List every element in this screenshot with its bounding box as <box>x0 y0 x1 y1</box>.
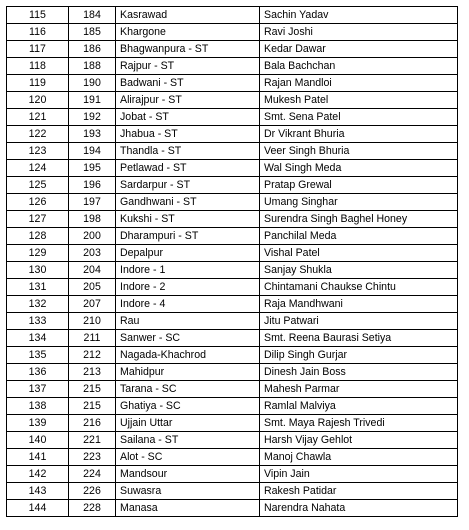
candidate-name-cell: Sachin Yadav <box>260 7 458 24</box>
serial-number-cell: 126 <box>7 194 69 211</box>
serial-number-cell: 139 <box>7 415 69 432</box>
candidate-name-cell: Ramlal Malviya <box>260 398 458 415</box>
table-row <box>7 177 458 194</box>
constituency-number-cell: 192 <box>69 109 116 126</box>
constituency-number-cell: 226 <box>69 483 116 500</box>
constituency-name-cell: Alot - SC <box>116 449 260 466</box>
table-row <box>7 126 458 143</box>
candidate-name-cell: Rakesh Patidar <box>260 483 458 500</box>
serial-number-cell: 117 <box>7 41 69 58</box>
candidate-name-cell: Surendra Singh Baghel Honey <box>260 211 458 228</box>
constituency-name-cell: Gandhwani - ST <box>116 194 260 211</box>
table-row <box>7 92 458 109</box>
constituency-number-cell: 228 <box>69 500 116 517</box>
serial-number-cell: 128 <box>7 228 69 245</box>
constituency-name-cell: Sailana - ST <box>116 432 260 449</box>
constituency-name-cell: Khargone <box>116 24 260 41</box>
candidate-name-cell: Vishal Patel <box>260 245 458 262</box>
table-row <box>7 160 458 177</box>
serial-number-cell: 123 <box>7 143 69 160</box>
serial-number-cell: 120 <box>7 92 69 109</box>
serial-number-cell: 138 <box>7 398 69 415</box>
table-row <box>7 41 458 58</box>
table-row <box>7 347 458 364</box>
candidate-name-cell: Sanjay Shukla <box>260 262 458 279</box>
candidate-name-cell: Vipin Jain <box>260 466 458 483</box>
serial-number-cell: 133 <box>7 313 69 330</box>
candidate-name-cell: Dr Vikrant Bhuria <box>260 126 458 143</box>
candidate-name-cell: Raja Mandhwani <box>260 296 458 313</box>
candidate-name-cell: Mukesh Patel <box>260 92 458 109</box>
constituency-name-cell: Rajpur - ST <box>116 58 260 75</box>
serial-number-cell: 115 <box>7 7 69 24</box>
candidate-name-cell: Wal Singh Meda <box>260 160 458 177</box>
candidate-name-cell: Dinesh Jain Boss <box>260 364 458 381</box>
table-row <box>7 245 458 262</box>
table-row <box>7 211 458 228</box>
serial-number-cell: 116 <box>7 24 69 41</box>
table-row <box>7 279 458 296</box>
table-row <box>7 381 458 398</box>
constituency-number-cell: 203 <box>69 245 116 262</box>
constituency-number-cell: 196 <box>69 177 116 194</box>
constituency-name-cell: Indore - 2 <box>116 279 260 296</box>
constituency-number-cell: 205 <box>69 279 116 296</box>
serial-number-cell: 131 <box>7 279 69 296</box>
table-row <box>7 500 458 517</box>
candidate-name-cell: Rajan Mandloi <box>260 75 458 92</box>
table-row <box>7 415 458 432</box>
candidate-name-cell: Pratap Grewal <box>260 177 458 194</box>
candidate-name-cell: Smt. Sena Patel <box>260 109 458 126</box>
constituency-number-cell: 211 <box>69 330 116 347</box>
constituency-name-cell: Bhagwanpura - ST <box>116 41 260 58</box>
candidate-name-cell: Kedar Dawar <box>260 41 458 58</box>
constituency-number-cell: 191 <box>69 92 116 109</box>
serial-number-cell: 141 <box>7 449 69 466</box>
constituency-number-cell: 213 <box>69 364 116 381</box>
table-row <box>7 483 458 500</box>
serial-number-cell: 137 <box>7 381 69 398</box>
table-row <box>7 58 458 75</box>
table-row <box>7 398 458 415</box>
serial-number-cell: 125 <box>7 177 69 194</box>
constituency-name-cell: Jobat - ST <box>116 109 260 126</box>
table-row <box>7 364 458 381</box>
constituency-number-cell: 195 <box>69 160 116 177</box>
constituency-number-cell: 212 <box>69 347 116 364</box>
constituency-number-cell: 188 <box>69 58 116 75</box>
candidate-name-cell: Narendra Nahata <box>260 500 458 517</box>
constituency-number-cell: 200 <box>69 228 116 245</box>
constituency-name-cell: Indore - 4 <box>116 296 260 313</box>
constituency-name-cell: Depalpur <box>116 245 260 262</box>
constituency-number-cell: 210 <box>69 313 116 330</box>
constituency-name-cell: Badwani - ST <box>116 75 260 92</box>
constituency-name-cell: Alirajpur - ST <box>116 92 260 109</box>
constituency-name-cell: Thandla - ST <box>116 143 260 160</box>
constituency-number-cell: 185 <box>69 24 116 41</box>
constituency-name-cell: Tarana - SC <box>116 381 260 398</box>
constituency-number-cell: 193 <box>69 126 116 143</box>
candidate-name-cell: Chintamani Chaukse Chintu <box>260 279 458 296</box>
candidate-name-cell: Smt. Maya Rajesh Trivedi <box>260 415 458 432</box>
serial-number-cell: 122 <box>7 126 69 143</box>
constituency-name-cell: Sanwer - SC <box>116 330 260 347</box>
candidate-table <box>6 6 458 517</box>
constituency-number-cell: 221 <box>69 432 116 449</box>
table-row <box>7 330 458 347</box>
candidate-name-cell: Harsh Vijay Gehlot <box>260 432 458 449</box>
serial-number-cell: 127 <box>7 211 69 228</box>
serial-number-cell: 144 <box>7 500 69 517</box>
constituency-name-cell: Jhabua - ST <box>116 126 260 143</box>
table-row <box>7 228 458 245</box>
candidate-name-cell: Ravi Joshi <box>260 24 458 41</box>
candidate-name-cell: Smt. Reena Baurasi Setiya <box>260 330 458 347</box>
constituency-name-cell: Kasrawad <box>116 7 260 24</box>
serial-number-cell: 121 <box>7 109 69 126</box>
serial-number-cell: 140 <box>7 432 69 449</box>
table-row <box>7 449 458 466</box>
constituency-name-cell: Nagada-Khachrod <box>116 347 260 364</box>
table-row <box>7 466 458 483</box>
table-row <box>7 75 458 92</box>
constituency-name-cell: Sardarpur - ST <box>116 177 260 194</box>
serial-number-cell: 129 <box>7 245 69 262</box>
constituency-number-cell: 197 <box>69 194 116 211</box>
serial-number-cell: 142 <box>7 466 69 483</box>
constituency-name-cell: Indore - 1 <box>116 262 260 279</box>
table-row <box>7 194 458 211</box>
constituency-number-cell: 184 <box>69 7 116 24</box>
table-row <box>7 262 458 279</box>
candidate-name-cell: Mahesh Parmar <box>260 381 458 398</box>
constituency-number-cell: 215 <box>69 398 116 415</box>
table-row <box>7 432 458 449</box>
constituency-name-cell: Mahidpur <box>116 364 260 381</box>
serial-number-cell: 118 <box>7 58 69 75</box>
constituency-number-cell: 194 <box>69 143 116 160</box>
constituency-number-cell: 215 <box>69 381 116 398</box>
serial-number-cell: 134 <box>7 330 69 347</box>
constituency-number-cell: 216 <box>69 415 116 432</box>
serial-number-cell: 119 <box>7 75 69 92</box>
serial-number-cell: 130 <box>7 262 69 279</box>
constituency-name-cell: Rau <box>116 313 260 330</box>
candidate-name-cell: Veer Singh Bhuria <box>260 143 458 160</box>
candidate-name-cell: Jitu Patwari <box>260 313 458 330</box>
constituency-name-cell: Ghatiya - SC <box>116 398 260 415</box>
table-row <box>7 296 458 313</box>
constituency-number-cell: 190 <box>69 75 116 92</box>
candidate-name-cell: Manoj Chawla <box>260 449 458 466</box>
table-row <box>7 143 458 160</box>
constituency-number-cell: 223 <box>69 449 116 466</box>
candidate-name-cell: Umang Singhar <box>260 194 458 211</box>
table-row <box>7 109 458 126</box>
constituency-number-cell: 207 <box>69 296 116 313</box>
constituency-name-cell: Mandsour <box>116 466 260 483</box>
candidate-table-body <box>7 7 458 517</box>
constituency-name-cell: Manasa <box>116 500 260 517</box>
table-row <box>7 7 458 24</box>
constituency-number-cell: 224 <box>69 466 116 483</box>
constituency-name-cell: Petlawad - ST <box>116 160 260 177</box>
constituency-number-cell: 204 <box>69 262 116 279</box>
serial-number-cell: 136 <box>7 364 69 381</box>
candidate-list-document <box>6 6 463 517</box>
table-row <box>7 24 458 41</box>
constituency-number-cell: 186 <box>69 41 116 58</box>
serial-number-cell: 132 <box>7 296 69 313</box>
serial-number-cell: 124 <box>7 160 69 177</box>
constituency-name-cell: Dharampuri - ST <box>116 228 260 245</box>
serial-number-cell: 143 <box>7 483 69 500</box>
candidate-name-cell: Bala Bachchan <box>260 58 458 75</box>
serial-number-cell: 135 <box>7 347 69 364</box>
constituency-name-cell: Kukshi - ST <box>116 211 260 228</box>
candidate-name-cell: Dilip Singh Gurjar <box>260 347 458 364</box>
constituency-number-cell: 198 <box>69 211 116 228</box>
candidate-name-cell: Panchilal Meda <box>260 228 458 245</box>
constituency-name-cell: Ujjain Uttar <box>116 415 260 432</box>
table-row <box>7 313 458 330</box>
constituency-name-cell: Suwasra <box>116 483 260 500</box>
